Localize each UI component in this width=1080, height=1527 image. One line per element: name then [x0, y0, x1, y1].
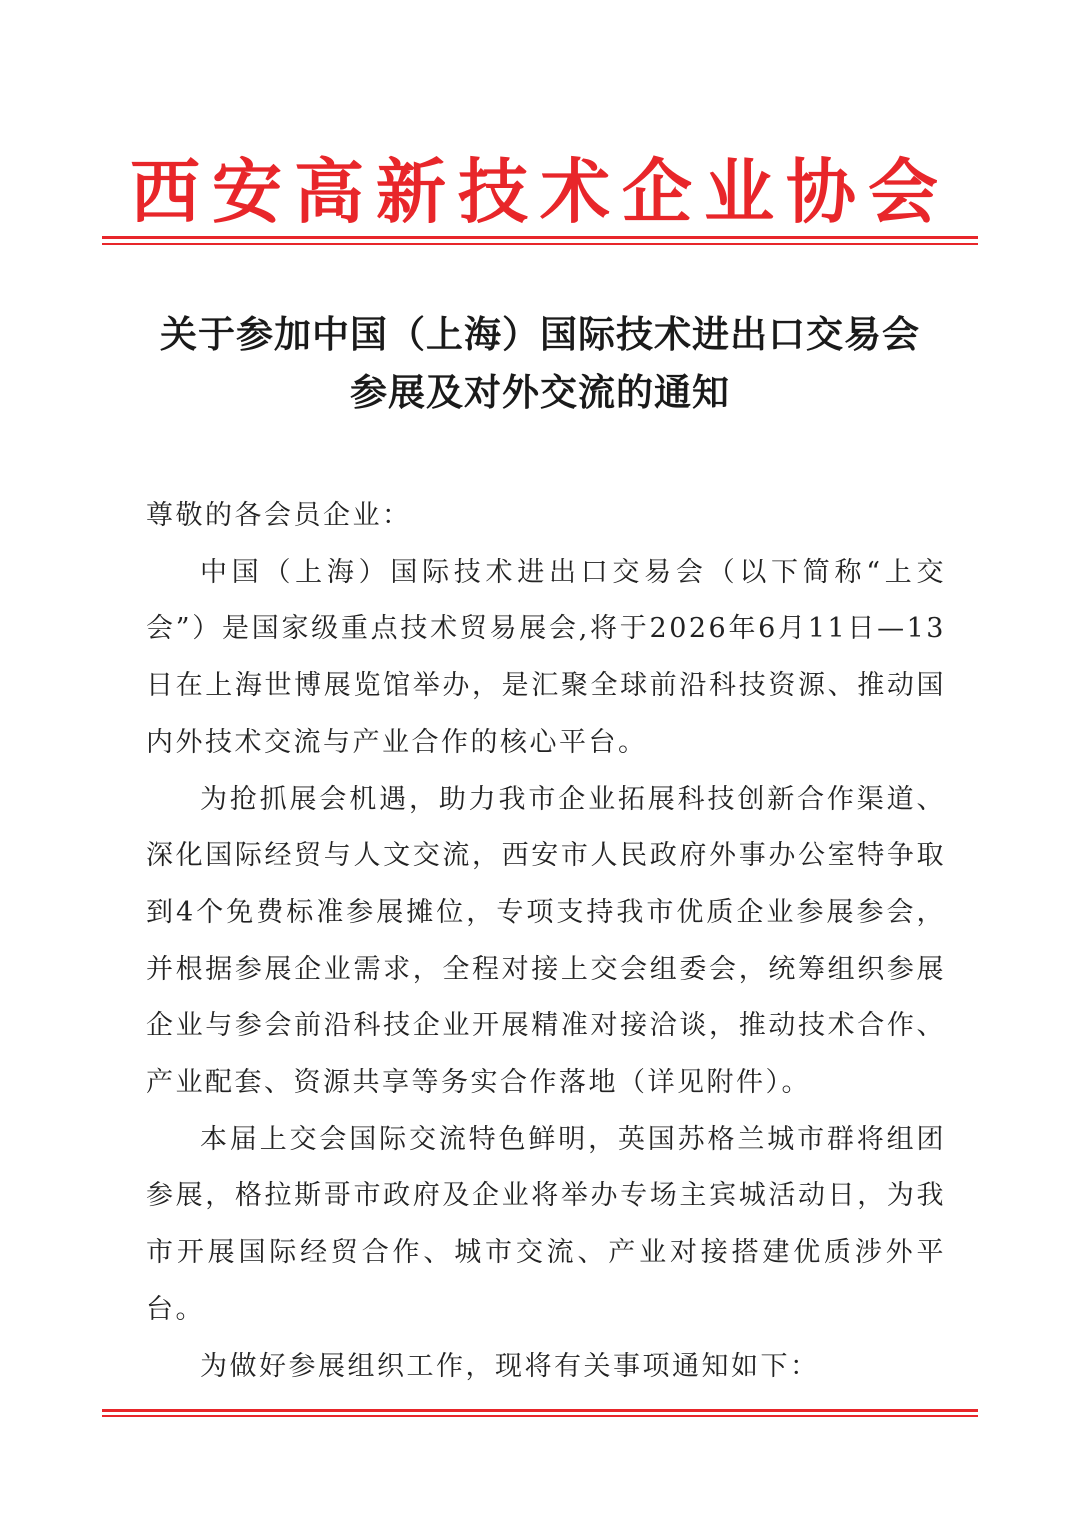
- body-paragraph-4: 为做好参展组织工作，现将有关事项通知如下：: [200, 1350, 820, 1382]
- organization-name-header: 西安高新技术企业协会: [130, 150, 950, 233]
- body-paragraph-2: 为抢抓展会机遇，助力我市企业拓展科技创新合作渠道、深化国际经贸与人文交流，西安市人民政府外事办公室特争取到4个免费标准参展摊位，专项支持我市优质企业参展参会，并根据参展企业需求，全程对接上交会组委会，统筹组织参展企业与参会前沿科技企业开展精准对接洽谈，推动技术合作、产业配套、资源共享等务实合作落地（详见附件）。: [146, 783, 946, 1099]
- header-red-rule-thick: [102, 236, 978, 239]
- body-paragraph-3: 本届上交会国际交流特色鲜明，英国苏格兰城市群将组团参展，格拉斯哥市政府及企业将举办专场主宾城活动日，为我市开展国际经贸合作、城市交流、产业对接搭建优质涉外平台。: [146, 1123, 946, 1325]
- document-title: [110, 305, 970, 421]
- document-title-line-2: 参展及对外交流的通知: [350, 370, 730, 414]
- document-body: [146, 488, 946, 1395]
- header-red-rule-thin: [102, 243, 978, 245]
- salutation: 尊敬的各会员企业：: [146, 500, 412, 531]
- document-title-line-1: 关于参加中国（上海）国际技术进出口交易会: [160, 312, 920, 356]
- body-paragraph-1: 中国（上海）国际技术进出口交易会（以下简称“上交会”）是国家级重点技术贸易展会,将于2026年6月11日—13日在上海世博展览馆举办，是汇聚全球前沿科技资源、推动国内外技术交流与产业合作的核心平台。: [146, 556, 946, 758]
- footer-red-rule-thick: [102, 1409, 978, 1412]
- footer-red-rule-thin: [102, 1415, 978, 1417]
